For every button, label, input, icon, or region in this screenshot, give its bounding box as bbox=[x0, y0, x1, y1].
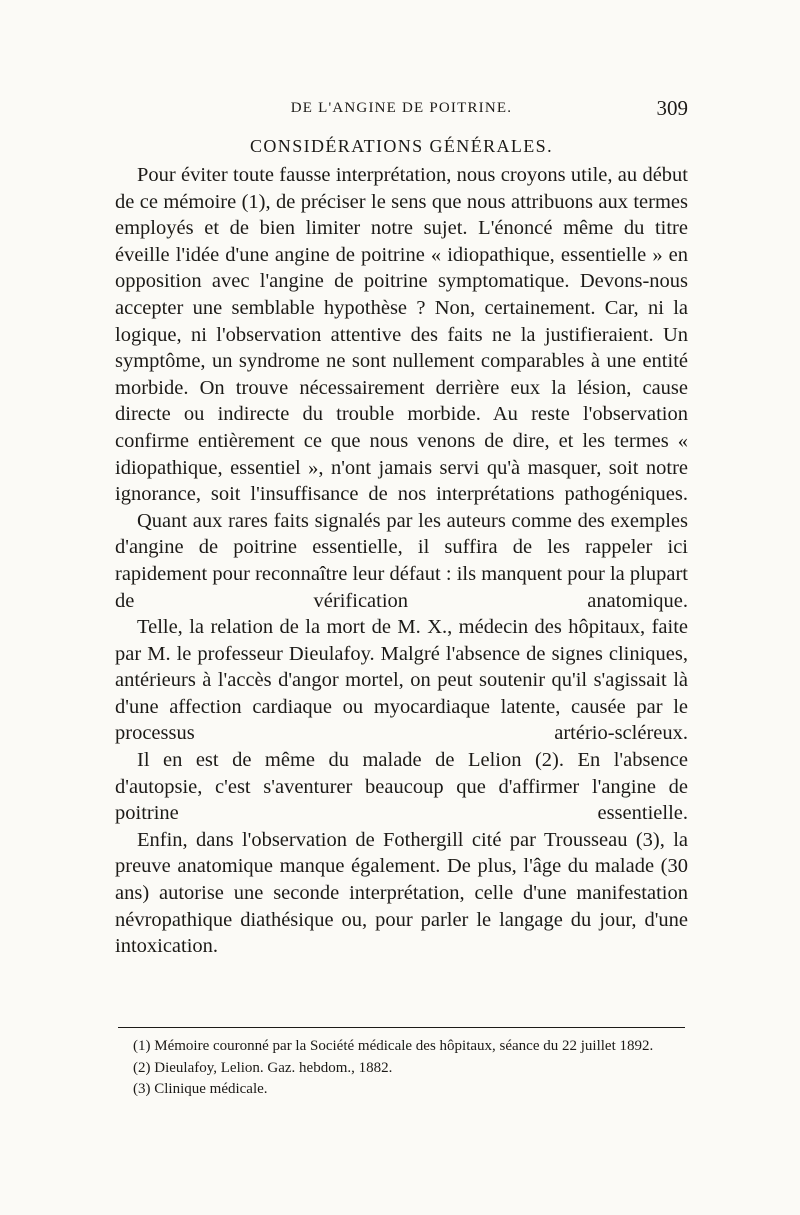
running-title: DE L'ANGINE DE POITRINE. bbox=[290, 100, 513, 116]
paragraph-1: Pour éviter toute fausse interprétation, nous croyons utile, au début de ce mémoire (1), de préciser le sens que nous attribuons aux termes employés et de bien limiter notre sujet. L'énoncé même du titre éveille l'idée d'une angine de poitrine « idiopathique, essentielle » en opposition avec l'angine de poitrine symptomatique. Devons-nous accepter une semblable hypothèse ? Non, certainement. Car, ni la logique, ni l'observation attentive des faits ne la justifieraient. Un symptôme, un syndrome ne sont nullement comparables à une entité morbide. On trouve nécessairement derrière eux la lésion, cause directe ou indirecte du trouble morbide. Au reste l'observation confirme entièrement ce que nous venons de dire, et les termes « idiopathique, essentiel », n'ont jamais servi qu'à masquer, soit notre ignorance, soit l'insuffisance de nos interprétations pathogéniques. bbox=[115, 164, 688, 506]
running-head bbox=[115, 96, 688, 126]
section-title: CONSIDÉRATIONS GÉNÉRALES. bbox=[249, 136, 553, 156]
footnote-3: (3) Clinique médicale. bbox=[133, 1081, 268, 1097]
paragraph-2: Quant aux rares faits signalés par les auteurs comme des exemples d'angine de poitrine essentielle, il suffira de les rappeler ici rapidement pour reconnaître leur défaut : ils manquent pour la plupart de vérification anatomique. bbox=[115, 509, 688, 612]
paragraph-3: Telle, la relation de la mort de M. X., médecin des hôpitaux, faite par M. le professeur Dieulafoy. Malgré l'absence de signes cliniques, antérieurs à l'accès d'angor mortel, on peut soutenir qu'il s'agissait là d'une affection cardiaque ou myocardiaque latente, causée par le processus artério-scléreux. bbox=[115, 616, 688, 745]
footnote-2: (2) Dieulafoy, Lelion. Gaz. hebdom., 1882. bbox=[133, 1059, 393, 1076]
paragraph-4: Il en est de même du malade de Lelion (2). En l'absence d'autopsie, c'est s'aventurer beaucoup que d'affirmer l'angine de poitrine essentielle. bbox=[115, 749, 688, 825]
footnote-1: (1) Mémoire couronné par la Société médicale des hôpitaux, séance du 22 juillet 1892. bbox=[133, 1038, 654, 1054]
body-text bbox=[115, 162, 688, 960]
footnotes bbox=[115, 1036, 688, 1101]
footnote-rule bbox=[118, 1027, 685, 1028]
paragraph-5: Enfin, dans l'observation de Fothergill cité par Trousseau (3), la preuve anatomique manque également. De plus, l'âge du malade (30 ans) autorise une seconde interprétation, celle d'une manifestation névropathique diathésique ou, pour parler le langage du jour, d'une intoxication. bbox=[115, 828, 688, 958]
page-number: 309 bbox=[656, 96, 688, 120]
